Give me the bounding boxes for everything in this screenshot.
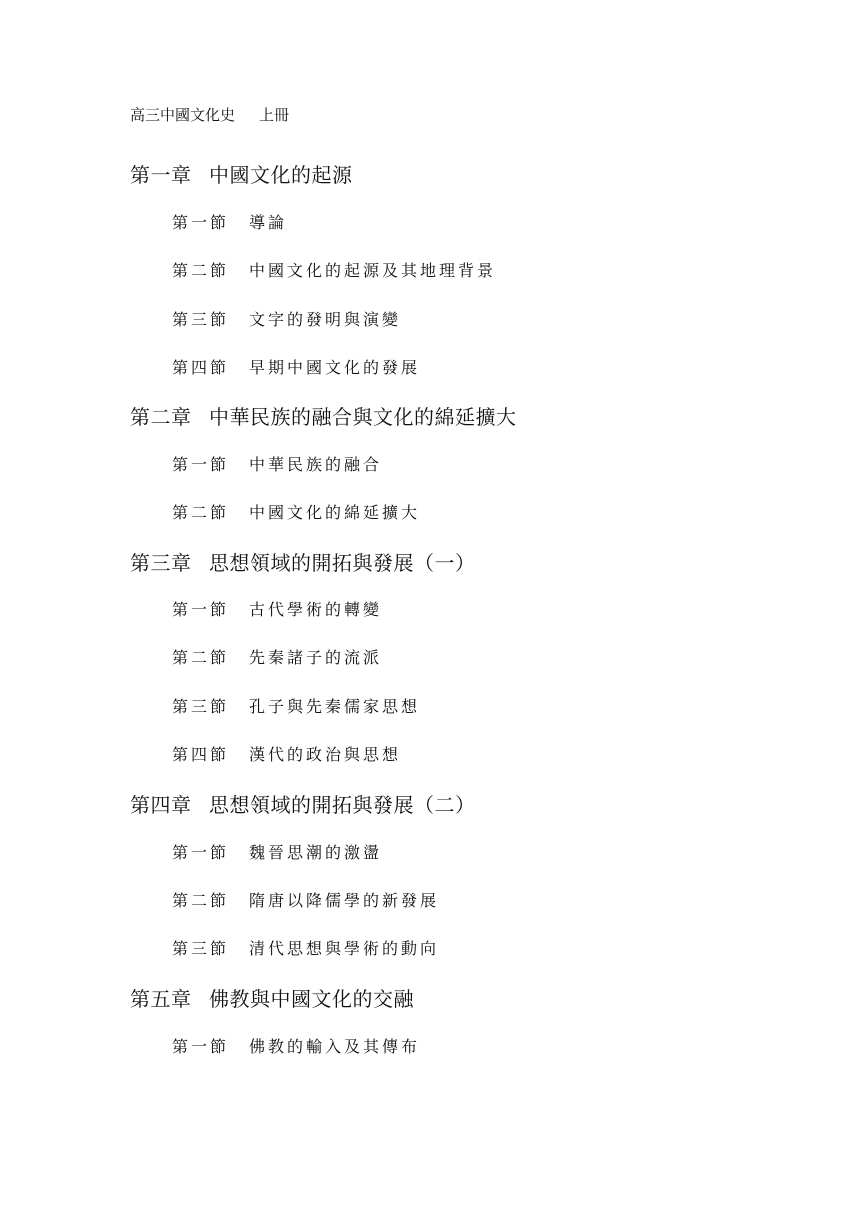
section-number: 第三節 <box>172 310 230 329</box>
section-entry <box>172 695 420 719</box>
volume-label: 上冊 <box>259 106 290 124</box>
chapter-heading <box>130 549 476 577</box>
section-number: 第一節 <box>172 455 230 474</box>
section-title: 中國文化的起源及其地理背景 <box>249 261 497 280</box>
section-number: 第一節 <box>172 1037 230 1056</box>
section-number: 第四節 <box>172 358 230 377</box>
chapter-title: 中國文化的起源 <box>209 163 353 187</box>
section-entry <box>172 743 401 767</box>
section-number: 第三節 <box>172 939 230 958</box>
chapter-number: 第一章 <box>130 163 192 187</box>
section-title: 先秦諸子的流派 <box>249 648 383 667</box>
section-number: 第一節 <box>172 213 230 232</box>
chapter-number: 第三章 <box>130 551 192 575</box>
section-title: 中國文化的綿延擴大 <box>249 503 421 522</box>
chapter-number: 第五章 <box>130 987 192 1011</box>
chapter-heading <box>130 403 517 431</box>
section-title: 隋唐以降儒學的新發展 <box>249 891 440 910</box>
chapter-title: 思想領域的開拓與發展（二） <box>209 793 476 817</box>
section-title: 古代學術的轉變 <box>249 600 383 619</box>
section-entry <box>172 937 439 961</box>
section-entry <box>172 259 496 283</box>
chapter-title: 中華民族的融合與文化的綿延擴大 <box>209 405 517 429</box>
section-number: 第一節 <box>172 600 230 619</box>
section-entry <box>172 211 287 235</box>
section-number: 第二節 <box>172 648 230 667</box>
chapter-number: 第二章 <box>130 405 192 429</box>
section-entry <box>172 646 382 670</box>
chapter-title: 思想領域的開拓與發展（一） <box>209 551 476 575</box>
section-number: 第三節 <box>172 697 230 716</box>
chapter-number: 第四章 <box>130 793 192 817</box>
section-entry <box>172 841 382 865</box>
section-title: 孔子與先秦儒家思想 <box>249 697 421 716</box>
section-entry <box>172 501 420 525</box>
section-title: 漢代的政治與思想 <box>249 745 402 764</box>
section-title: 導論 <box>249 213 288 232</box>
section-number: 第四節 <box>172 745 230 764</box>
chapter-heading <box>130 985 414 1013</box>
section-entry <box>172 356 420 380</box>
section-title: 魏晉思潮的激盪 <box>249 843 383 862</box>
section-title: 佛教的輸入及其傳布 <box>249 1037 421 1056</box>
section-number: 第一節 <box>172 843 230 862</box>
chapter-heading <box>130 161 353 189</box>
section-entry <box>172 308 401 332</box>
section-number: 第二節 <box>172 503 230 522</box>
section-entry <box>172 453 382 477</box>
chapter-title: 佛教與中國文化的交融 <box>209 987 414 1011</box>
section-entry <box>172 889 439 913</box>
book-title: 高三中國文化史 <box>130 106 236 124</box>
section-title: 清代思想與學術的動向 <box>249 939 440 958</box>
chapter-heading <box>130 791 476 819</box>
section-entry <box>172 1035 420 1059</box>
section-number: 第二節 <box>172 891 230 910</box>
section-title: 早期中國文化的發展 <box>249 358 421 377</box>
document-header <box>130 104 289 126</box>
section-number: 第二節 <box>172 261 230 280</box>
section-title: 中華民族的融合 <box>249 455 383 474</box>
section-entry <box>172 598 382 622</box>
section-title: 文字的發明與演變 <box>249 310 402 329</box>
